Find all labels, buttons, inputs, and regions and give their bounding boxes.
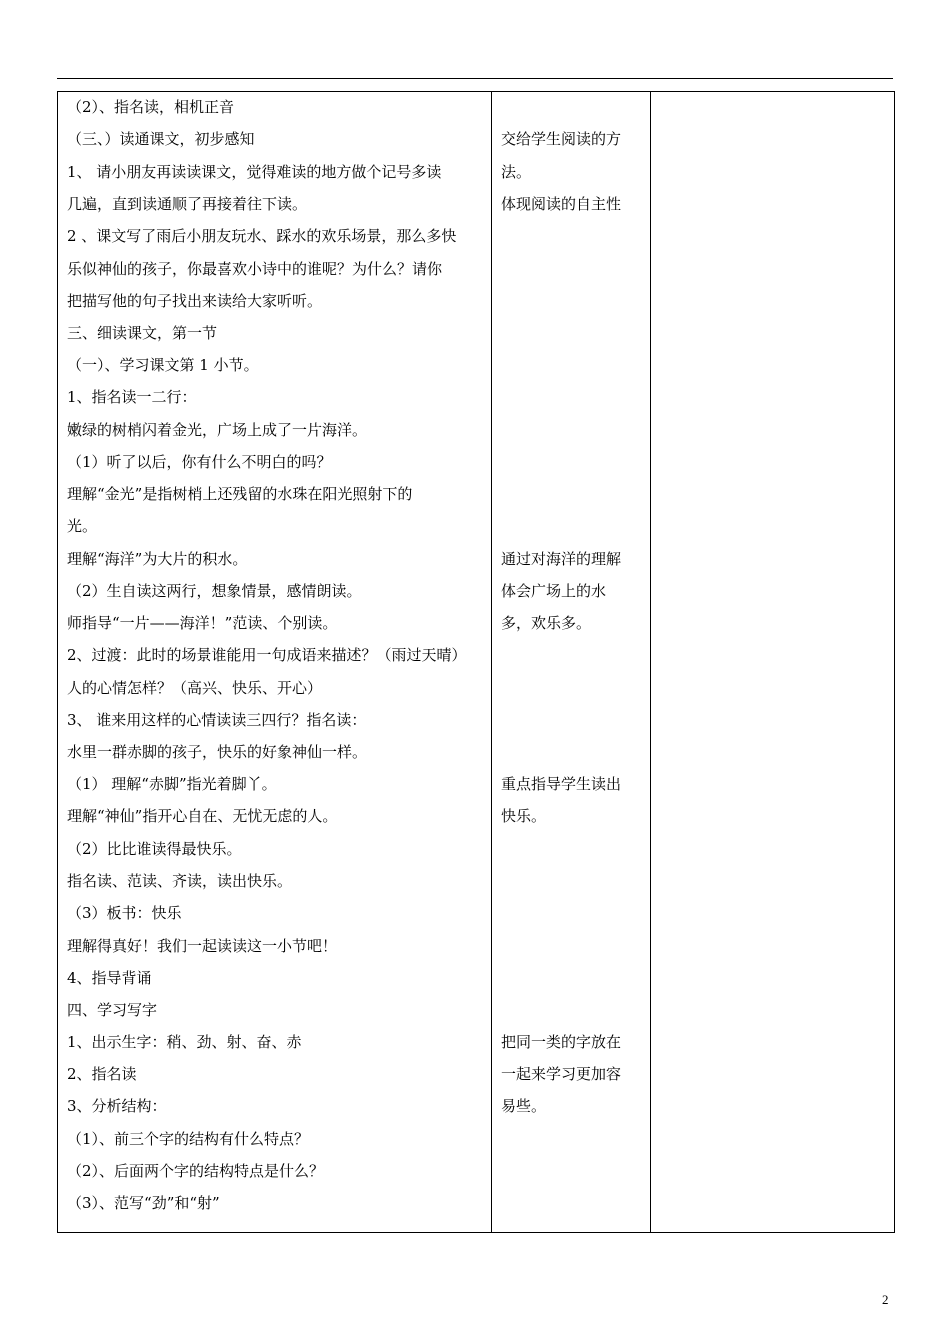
note-line: 交给学生阅读的方 bbox=[501, 130, 622, 148]
process-line: 理解“神仙”指开心自在、无忧无虑的人。 bbox=[67, 807, 338, 825]
process-line: 理解得真好！我们一起读读这一小节吧！ bbox=[67, 937, 338, 955]
note-line: 体现阅读的自主性 bbox=[501, 195, 622, 213]
process-line: 四、学习写字 bbox=[67, 1001, 158, 1019]
process-line: （3）板书：快乐 bbox=[67, 904, 182, 922]
process-line: （1） 理解“赤脚”指光着脚丫。 bbox=[67, 775, 277, 793]
page-number: 2 bbox=[882, 1292, 889, 1307]
note-line: 法。 bbox=[501, 163, 532, 181]
process-line: （3）、范写“劲”和“射” bbox=[67, 1194, 220, 1212]
process-line: 几遍，直到读通顺了再接着往下读。 bbox=[67, 195, 308, 213]
design-notes-column bbox=[492, 92, 650, 1232]
process-line: （1）、前三个字的结构有什么特点？ bbox=[67, 1130, 310, 1148]
process-line: 人的心情怎样？（高兴、快乐、开心） bbox=[67, 679, 323, 697]
process-line: 指名读、范读、齐读，读出快乐。 bbox=[67, 872, 293, 890]
process-line: 2 、课文写了雨后小朋友玩水、踩水的欢乐场景，那么多快 bbox=[67, 227, 457, 245]
process-line: （2）生自读这两行，想象情景，感情朗读。 bbox=[67, 582, 362, 600]
process-line: 1、指名读一二行： bbox=[67, 388, 197, 406]
note-line: 易些。 bbox=[501, 1097, 547, 1115]
process-line: （2）、指名读，相机正音 bbox=[67, 98, 235, 116]
reflection-column bbox=[651, 92, 894, 1232]
note-line: 体会广场上的水 bbox=[501, 582, 607, 600]
process-line: 3、 谁来用这样的心情读读三四行？指名读： bbox=[67, 711, 367, 729]
process-line: 2、指名读 bbox=[67, 1065, 137, 1083]
process-line: 乐似神仙的孩子，你最喜欢小诗中的谁呢？为什么？请你 bbox=[67, 260, 443, 278]
process-line: 4、指导背诵 bbox=[67, 969, 152, 987]
process-line: 1、出示生字：稍、劲、射、奋、赤 bbox=[67, 1033, 302, 1051]
process-line: 三、细读课文，第一节 bbox=[67, 324, 218, 342]
note-line: 一起来学习更加容 bbox=[501, 1065, 622, 1083]
process-line: 把描写他的句子找出来读给大家听听。 bbox=[67, 292, 323, 310]
process-line: （2）、后面两个字的结构特点是什么？ bbox=[67, 1162, 325, 1180]
process-line: （一）、学习课文第 1 小节。 bbox=[67, 356, 259, 374]
lesson-plan-table bbox=[57, 91, 895, 1233]
process-line: 光。 bbox=[67, 517, 98, 535]
process-line: 3、分析结构： bbox=[67, 1097, 167, 1115]
process-line: （1）听了以后，你有什么不明白的吗？ bbox=[67, 453, 332, 471]
process-line: 理解“金光”是指树梢上还残留的水珠在阳光照射下的 bbox=[67, 485, 413, 503]
process-line: 1、 请小朋友再读读课文，觉得难读的地方做个记号多读 bbox=[67, 163, 442, 181]
process-line: 2、过渡：此时的场景谁能用一句成语来描述？（雨过天晴） bbox=[67, 646, 467, 664]
teaching-process-column bbox=[58, 92, 491, 1232]
process-line: 水里一群赤脚的孩子，快乐的好象神仙一样。 bbox=[67, 743, 368, 761]
header-rule bbox=[57, 78, 893, 79]
note-line: 通过对海洋的理解 bbox=[501, 550, 622, 568]
note-line: 多，欢乐多。 bbox=[501, 614, 592, 632]
process-line: 理解“海洋”为大片的积水。 bbox=[67, 550, 248, 568]
process-line: （三、）读通课文，初步感知 bbox=[67, 130, 255, 148]
note-line: 重点指导学生读出 bbox=[501, 775, 622, 793]
process-line: 师指导“一片——海洋！”范读、个别读。 bbox=[67, 614, 338, 632]
note-line: 快乐。 bbox=[501, 807, 547, 825]
note-line: 把同一类的字放在 bbox=[501, 1033, 622, 1051]
process-line: （2）比比谁读得最快乐。 bbox=[67, 840, 242, 858]
process-line: 嫩绿的树梢闪着金光，广场上成了一片海洋。 bbox=[67, 421, 368, 439]
